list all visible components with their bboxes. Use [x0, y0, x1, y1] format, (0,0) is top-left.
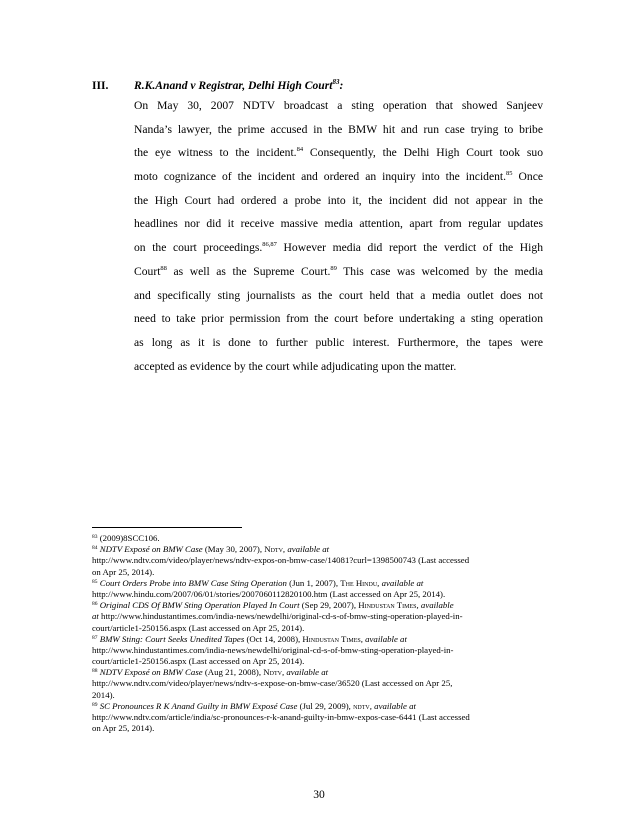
case-title: R.K.Anand v Registrar, Delhi High Court — [134, 78, 333, 92]
footnote-ref-83[interactable]: 83 — [332, 78, 340, 86]
footnote-83: $^{83}$ (2009)8SCC106. — [92, 533, 160, 543]
body-line: as long as it is done to further public interest. Furthermore, the tapes were — [134, 335, 543, 349]
body-line: moto cognizance of the incident and ordered an inquiry into the incident.$^{85}$ Once — [134, 170, 543, 184]
footnote-ref-88[interactable]: 88 — [160, 264, 167, 272]
body-line: the eye witness to the incident.$^{84}$ Consequently, the Delhi High Court took suo — [134, 146, 544, 160]
body-line: accepted as evidence by the court while adjudicating upon the matter. — [134, 359, 457, 373]
body-line: the High Court had ordered a probe into it, the incident did not appear in the — [134, 193, 543, 207]
footnote-88: $^{88}$ NDTV Exposé on BMW Case (Aug 21, 2008), Ndtv, available at — [92, 667, 329, 678]
footnotes: $^{83}$ (2009)8SCC106. $^{84}$ NDTV Exposé on BMW Case (May 30, 2007), Ndtv, available at http://www.ndtv.com/video/player/news/ndtv-expos-on-bmw-case/14081?curl=1398500743 (Last accessed on Apr 25, 2014). $^{85}$ Court Orders Probe into BMW Case Sting Operation (Jun 1, 2007), The Hindu, available at http://www.hindu.com/2007/06/01/stories/2007060112820100.htm (Last accessed on Apr 25, 2014). $^{86}$ Original CDS Of BMW Sting Operation Played In Court (Sep 29, 2007), Hindustan Times, available at http://www.hindustantimes.com/india-news/newdelhi/original-cd-s-of-bmw-sting-operation-played-in- court/article1-250156.aspx (Last accessed on Apr 25, 2014). $^{87}$ BMW Sting: Court Seeks Unedited Tapes (Oct 14, 2008), Hindustan Times, available at http://www.hindustantimes.com/india-news/newdelhi/original-cd-s-of-bmw-sting-operation-played-in- court/article1-250156.aspx (Last accessed on Apr 25, 2014). $^{88}$ NDTV Exposé on BMW Case (Aug 21, 2008), Ndtv, available at http://www.ndtv.com/video/player/news/ndtv-s-expose-on-bmw-case/36520 (Last accessed on Apr 25, 2014). $^{89}$ SC Pronounces R K Anand Guilty in BMW Exposé Case (Jul 29, 2009), ndtv, available at http://www.ndtv.com/article/india/sc-pronounces-r-k-anand-guilty-in-bmw-expos-case-6441 (Last accessed on Apr 25, 2014). — [92, 533, 544, 734]
footnote-86-link[interactable]: at http://www.hindustantimes.com/india-news/newdelhi/original-cd-s-of-bmw-sting-operation-played-in- — [92, 611, 463, 622]
footnote-separator — [92, 527, 242, 528]
footnote-ref-84[interactable]: 84 — [296, 146, 304, 154]
footnote-85: $^{85}$ Court Orders Probe into BMW Case Sting Operation (Jun 1, 2007), The Hindu, available at — [92, 577, 424, 588]
footnote-86: $^{86}$ Original CDS Of BMW Sting Operation Played In Court (Sep 29, 2007), Hindustan Times, available — [92, 600, 454, 611]
footnote-87-link[interactable]: http://www.hindustantimes.com/india-news/newdelhi/original-cd-s-of-bmw-sting-operation-played-in- — [92, 644, 454, 655]
footnote-85-link[interactable]: http://www.hindu.com/2007/06/01/stories/2007060112820100.htm (Last accessed on Apr 25, 2014). — [92, 588, 446, 599]
body-line: need to take prior permission from the court before undertaking a sting operation — [134, 312, 543, 326]
footnote-ref-86-87[interactable]: 86,87 — [262, 241, 277, 249]
footnote-89: $^{89}$ SC Pronounces R K Anand Guilty in BMW Exposé Case (Jul 29, 2009), ndtv, available at — [92, 700, 416, 711]
body-line: on the court proceedings.$^{86,87}$ However media did report the verdict of the High — [134, 241, 543, 255]
body-line: and specifically sting journalists as the court held that a media outlet does not — [134, 288, 543, 302]
footnote-87: $^{87}$ BMW Sting: Court Seeks Unedited Tapes (Oct 14, 2008), Hindustan Times, available at — [92, 633, 407, 644]
footnote-84-link[interactable]: http://www.ndtv.com/video/player/news/ndtv-expos-on-bmw-case/14081?curl=1398500743 (Last accessed — [92, 555, 470, 566]
section-number: III. — [92, 78, 109, 92]
section-heading: III. R.K.Anand v Registrar, Delhi High Court$^{83}$: — [92, 78, 344, 92]
footnote-ref-85[interactable]: 85 — [506, 170, 513, 178]
body-line: Court$^{88}$ as well as the Supreme Court.$^{89}$ This case was welcomed by the media — [134, 264, 543, 278]
footnote-84: $^{84}$ NDTV Exposé on BMW Case (May 30, 2007), Ndtv, available at — [92, 544, 330, 555]
body-line: headlines nor did it receive massive media attention, apart from regular updates — [134, 217, 543, 231]
footnote-89-link[interactable]: http://www.ndtv.com/article/india/sc-pronounces-r-k-anand-guilty-in-bmw-expos-case-6441 (Last accessed — [92, 712, 470, 722]
footnote-ref-89[interactable]: 89 — [330, 264, 337, 272]
footnote-88-link[interactable]: http://www.ndtv.com/video/player/news/ndtv-s-expose-on-bmw-case/36520 (Last accessed on Apr 25, — [92, 678, 453, 689]
body-paragraph — [134, 94, 543, 378]
page-number: 30 — [313, 788, 325, 801]
body-line: Nanda’s lawyer, the prime accused in the BMW hit and run case trying to bribe — [134, 122, 543, 136]
body-line: On May 30, 2007 NDTV broadcast a sting operation that showed Sanjeev — [134, 99, 543, 112]
